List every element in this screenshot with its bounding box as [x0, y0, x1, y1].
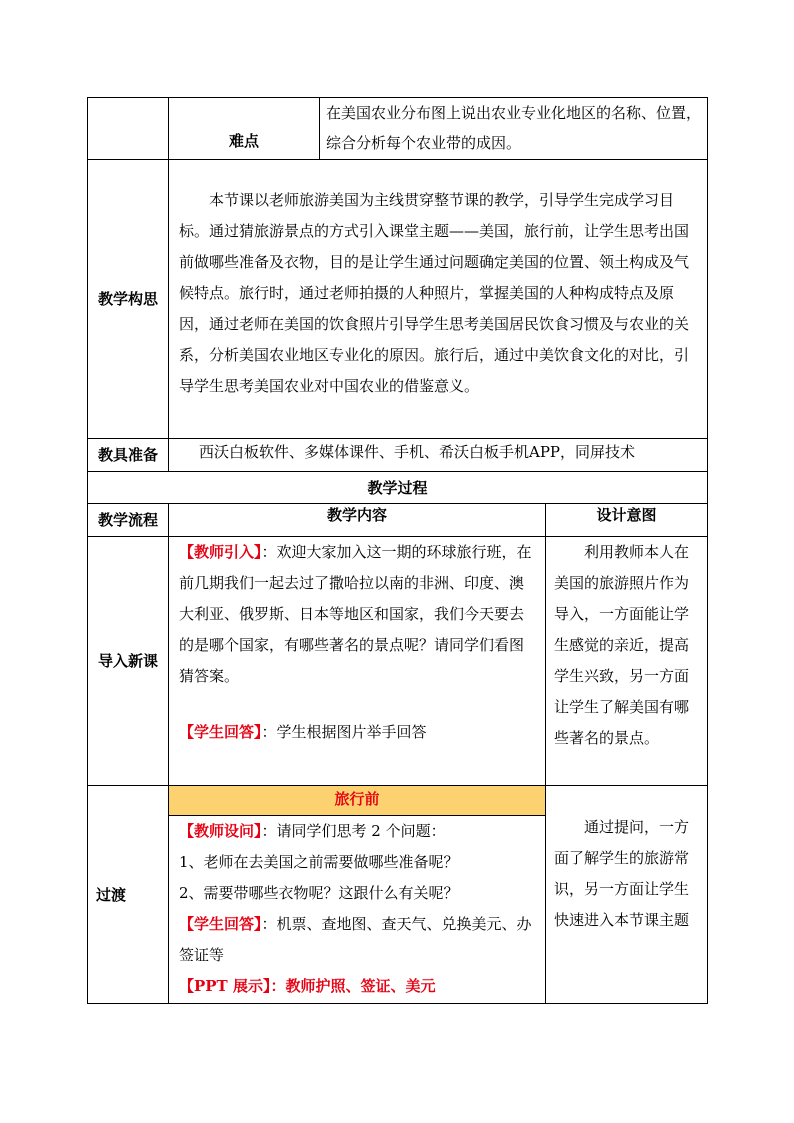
section-before-trip — [169, 786, 546, 816]
intro-intent — [546, 537, 708, 786]
difficulty-label-text: 难点 — [228, 132, 259, 150]
difficulty-content — [320, 97, 708, 160]
header-flow — [87, 504, 169, 537]
transition-intent — [546, 786, 708, 1004]
header-intent — [546, 504, 708, 537]
student-answer-tag: 【学生回答】 — [179, 723, 262, 741]
teacher-intro-tag: 【教师引入】 — [179, 543, 262, 561]
design-idea-label — [87, 160, 169, 439]
design-idea-label-text: 教学构思 — [97, 290, 158, 308]
intro-content — [169, 537, 546, 786]
intro-label — [87, 537, 169, 786]
process-title-text: 教学过程 — [367, 478, 428, 497]
question-2: 2、需要带哪些衣物呢？这跟什么有关呢？ — [179, 884, 459, 902]
tools-content — [169, 439, 708, 472]
tools-text: 西沃白板软件、多媒体课件、手机、希沃白板手机APP，同屏技术 — [199, 443, 636, 461]
tools-label-text: 教具准备 — [97, 446, 158, 464]
teacher-question-text: ：请同学们思考 2 个问题： — [261, 822, 446, 840]
teacher-question-tag: 【教师设问】 — [179, 822, 262, 840]
intro-teacher-paragraph — [179, 537, 535, 692]
transition-content — [169, 816, 546, 1004]
intro-student-paragraph — [179, 717, 535, 748]
intro-intent-text: 利用教师本人在美国的旅游照片作为导入，一方面能让学生感觉的亲近，提高学生兴致，另一方面让学生了解美国有哪些著名的景点。 — [554, 543, 690, 747]
design-idea-text: 本节课以老师旅游美国为主线贯穿整节课的教学，引导学生完成学习目标。通过猜旅游景点的方式引入课堂主题——美国，旅行前，让学生思考出国前做哪些准备及衣物，目的是让学生通过问题确定美国的位置、领土构成及气候特点。旅行时，通过老师拍摄的人种照片，掌握美国的人种构成特点及原因，通过老师在美国的饮食照片引导学生思考美国居民饮食习惯及与农业的关系，分析美国农业地区专业化的原因。旅行后，通过中美饮食文化的对比，引导学生思考美国农业对中国农业的借鉴意义。 — [179, 191, 690, 395]
teacher-question-line — [179, 816, 535, 847]
difficulty-label — [169, 97, 320, 160]
process-title — [87, 472, 708, 504]
difficulty-label-cell — [87, 97, 169, 160]
transition-label-text: 过渡 — [96, 885, 127, 904]
ppt-display-line — [179, 971, 535, 1002]
header-content — [169, 504, 546, 537]
student-answer-text: ：学生根据图片举手回答 — [261, 723, 427, 741]
tools-label — [87, 439, 169, 472]
header-content-text: 教学内容 — [326, 506, 387, 524]
teacher-intro-text: ：欢迎大家加入这一期的环球旅行班，在前几期我们一起去过了撒哈拉以南的非洲、印度、澳大利亚、俄罗斯、日本等地区和国家，我们今天要去的是哪个国家，有哪些著名的景点呢？请同学们看图猜答案。 — [179, 543, 532, 685]
transition-label — [87, 786, 169, 1004]
difficulty-text: 在美国农业分布图上说出农业专业化地区的名称、位置，综合分析每个农业带的成因。 — [326, 104, 702, 152]
header-intent-text: 设计意图 — [596, 506, 657, 524]
student-answer-text-2: ：机票、查地图、查天气、兑换美元、办签证等 — [179, 915, 532, 964]
question-1: 1、老师在去美国之前需要做哪些准备呢？ — [179, 853, 459, 871]
design-idea-content — [169, 160, 708, 439]
transition-intent-text: 通过提问，一方面了解学生的旅游常识，另一方面让学生快速进入本节课主题 — [554, 818, 690, 929]
transition-student-paragraph — [179, 909, 535, 971]
ppt-display-text: ：教师护照、签证、美元 — [270, 977, 436, 995]
student-answer-tag-2: 【学生回答】 — [179, 915, 262, 933]
header-flow-text: 教学流程 — [97, 511, 158, 529]
ppt-display-tag: 【PPT 展示】 — [179, 977, 271, 995]
intro-label-text: 导入新课 — [97, 652, 158, 670]
section-before-trip-text: 旅行前 — [334, 790, 380, 808]
